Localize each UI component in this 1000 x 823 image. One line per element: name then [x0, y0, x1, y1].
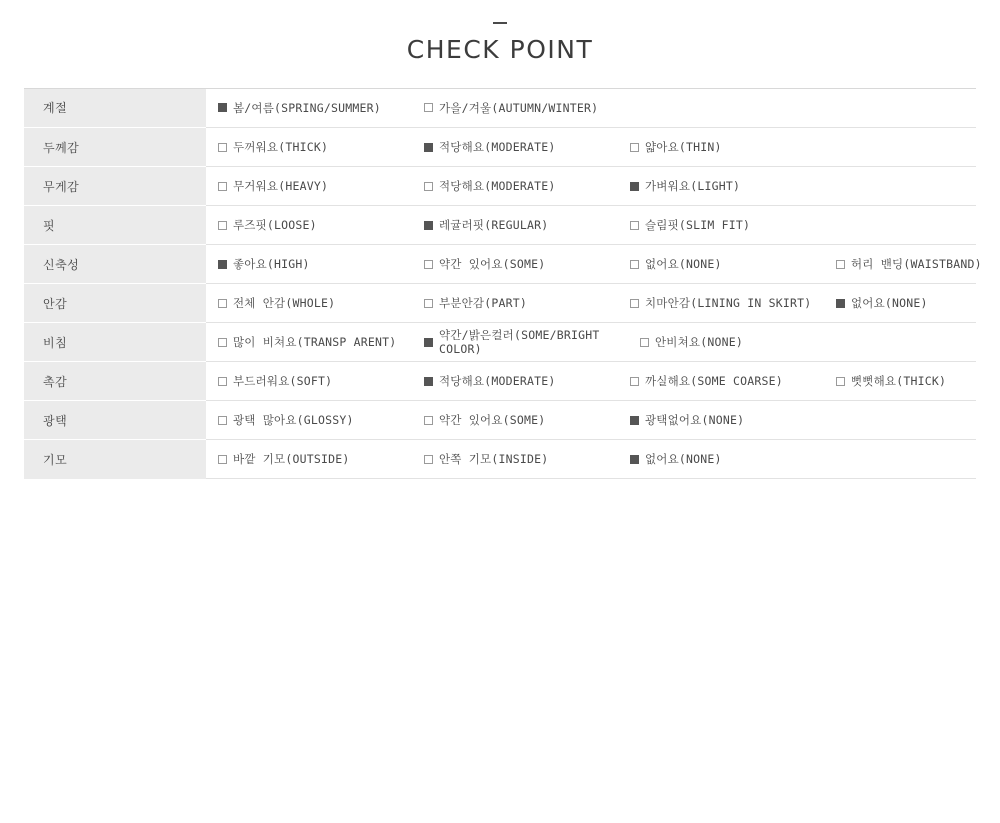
table-row [24, 440, 976, 479]
row-options [206, 245, 982, 284]
checkbox-unchecked-icon[interactable] [218, 416, 227, 425]
checkbox-label: 적당해요(MODERATE) [439, 139, 556, 154]
checkbox-option[interactable] [424, 296, 624, 310]
checkbox-option[interactable] [424, 257, 624, 271]
table-row [24, 323, 976, 362]
checkbox-checked-icon[interactable] [424, 143, 433, 152]
checkbox-unchecked-icon[interactable] [218, 143, 227, 152]
checkbox-unchecked-icon[interactable] [218, 455, 227, 464]
checkbox-label: 없어요(NONE) [851, 295, 928, 310]
checkbox-label: 가벼워요(LIGHT) [645, 178, 741, 193]
checkbox-checked-icon[interactable] [424, 221, 433, 230]
checkbox-label: 많이 비쳐요(TRANSP ARENT) [233, 334, 397, 349]
row-label: 기모 [24, 440, 206, 479]
row-options [206, 167, 976, 206]
checkbox-option[interactable] [218, 296, 418, 310]
checkbox-unchecked-icon[interactable] [218, 299, 227, 308]
minus-icon [493, 22, 507, 24]
checkbox-option[interactable] [218, 452, 418, 466]
checkbox-label: 없어요(NONE) [645, 451, 722, 466]
checkbox-option[interactable] [424, 101, 624, 115]
checkbox-option[interactable] [424, 179, 624, 193]
table-row [24, 284, 976, 323]
checkbox-label: 레귤러핏(REGULAR) [439, 217, 549, 232]
checkbox-option[interactable] [218, 140, 418, 154]
checkbox-label: 적당해요(MODERATE) [439, 373, 556, 388]
row-options [206, 284, 976, 323]
row-label: 신축성 [24, 245, 206, 284]
checkbox-checked-icon[interactable] [630, 182, 639, 191]
checkbox-option[interactable] [836, 257, 986, 271]
checkbox-unchecked-icon[interactable] [640, 338, 649, 347]
checkbox-label: 좋아요(HIGH) [233, 256, 310, 271]
checkbox-unchecked-icon[interactable] [630, 260, 639, 269]
checkbox-option[interactable] [424, 413, 624, 427]
checkbox-unchecked-icon[interactable] [836, 260, 845, 269]
checkbox-label: 안비쳐요(NONE) [655, 334, 743, 349]
checkbox-label: 봄/여름(SPRING/SUMMER) [233, 100, 381, 115]
checkbox-option[interactable] [630, 296, 830, 310]
table-row [24, 245, 976, 284]
checkbox-unchecked-icon[interactable] [424, 182, 433, 191]
checkbox-option[interactable] [218, 101, 418, 115]
table-row [24, 362, 976, 401]
checkbox-option[interactable] [630, 374, 830, 388]
row-label: 촉감 [24, 362, 206, 401]
checkbox-unchecked-icon[interactable] [630, 299, 639, 308]
row-label: 계절 [24, 89, 206, 128]
row-options [206, 128, 976, 167]
row-options [206, 440, 976, 479]
row-options [206, 362, 976, 401]
checkpoint-table [24, 89, 982, 480]
checkbox-checked-icon[interactable] [630, 416, 639, 425]
checkbox-option[interactable] [424, 140, 624, 154]
checkbox-label: 가을/겨울(AUTUMN/WINTER) [439, 100, 599, 115]
row-label: 핏 [24, 206, 206, 245]
checkbox-unchecked-icon[interactable] [218, 182, 227, 191]
row-options [206, 401, 976, 440]
table-row [24, 89, 976, 128]
checkbox-option[interactable] [630, 257, 830, 271]
checkbox-unchecked-icon[interactable] [424, 260, 433, 269]
checkbox-option[interactable] [836, 296, 986, 310]
checkbox-option[interactable] [424, 218, 624, 232]
checkbox-option[interactable] [424, 328, 634, 357]
page-header [0, 0, 1000, 89]
checkbox-option[interactable] [218, 335, 418, 349]
checkbox-unchecked-icon[interactable] [630, 221, 639, 230]
checkbox-option[interactable] [630, 140, 830, 154]
checkbox-label: 얇아요(THIN) [645, 139, 722, 154]
checkbox-unchecked-icon[interactable] [424, 416, 433, 425]
checkbox-label: 약간 있어요(SOME) [439, 256, 546, 271]
checkbox-label: 부분안감(PART) [439, 295, 527, 310]
checkbox-label: 광택 많아요(GLOSSY) [233, 412, 354, 427]
checkbox-label: 부드러워요(SOFT) [233, 373, 333, 388]
checkbox-option[interactable] [218, 374, 418, 388]
row-label: 무게감 [24, 167, 206, 206]
table-row [24, 128, 976, 167]
checkbox-label: 없어요(NONE) [645, 256, 722, 271]
checkbox-label: 전체 안감(WHOLE) [233, 295, 336, 310]
checkbox-label: 바깥 기모(OUTSIDE) [233, 451, 350, 466]
row-label: 광택 [24, 401, 206, 440]
checkbox-label: 안쪽 기모(INSIDE) [439, 451, 549, 466]
checkbox-label: 약간 있어요(SOME) [439, 412, 546, 427]
checkbox-unchecked-icon[interactable] [218, 338, 227, 347]
table-row [24, 206, 976, 245]
checkpoint-table-wrap [24, 89, 982, 480]
checkbox-unchecked-icon[interactable] [836, 377, 845, 386]
checkbox-option[interactable] [630, 413, 830, 427]
checkbox-label: 약간/밝은컬러(SOME/BRIGHT COLOR) [439, 327, 600, 356]
row-label: 안감 [24, 284, 206, 323]
checkbox-label: 슬림핏(SLIM FIT) [645, 217, 751, 232]
checkbox-option[interactable] [836, 374, 986, 388]
table-row [24, 401, 976, 440]
checkbox-option[interactable] [218, 218, 418, 232]
checkbox-unchecked-icon[interactable] [218, 377, 227, 386]
checkbox-option[interactable] [424, 374, 624, 388]
checkbox-label: 치마안감(LINING IN SKIRT) [645, 295, 812, 310]
checkbox-label: 광택없어요(NONE) [645, 412, 745, 427]
checkbox-unchecked-icon[interactable] [424, 299, 433, 308]
checkbox-checked-icon[interactable] [218, 103, 227, 112]
checkbox-label: 허리 밴딩(WAISTBAND) [851, 256, 982, 271]
checkbox-unchecked-icon[interactable] [424, 103, 433, 112]
checkbox-option[interactable] [630, 179, 830, 193]
checkbox-option[interactable] [218, 413, 418, 427]
row-label: 두께감 [24, 128, 206, 167]
checkbox-checked-icon[interactable] [218, 260, 227, 269]
checkbox-label: 뻣뻣해요(THICK) [851, 373, 947, 388]
checkbox-unchecked-icon[interactable] [630, 377, 639, 386]
checkbox-option[interactable] [630, 218, 830, 232]
row-options [206, 323, 976, 362]
row-options [206, 89, 976, 128]
checkbox-checked-icon[interactable] [836, 299, 845, 308]
page-title: CHECK POINT [406, 35, 594, 64]
checkbox-checked-icon[interactable] [424, 377, 433, 386]
checkbox-label: 적당해요(MODERATE) [439, 178, 556, 193]
checkbox-label: 두꺼워요(THICK) [233, 139, 329, 154]
checkbox-option[interactable] [630, 452, 830, 466]
row-label: 비침 [24, 323, 206, 362]
checkbox-unchecked-icon[interactable] [630, 143, 639, 152]
checkbox-option[interactable] [424, 452, 624, 466]
checkbox-unchecked-icon[interactable] [218, 221, 227, 230]
row-options [206, 206, 976, 245]
checkbox-option[interactable] [218, 179, 418, 193]
checkbox-checked-icon[interactable] [630, 455, 639, 464]
checkbox-unchecked-icon[interactable] [424, 455, 433, 464]
checkbox-label: 루즈핏(LOOSE) [233, 217, 317, 232]
checkbox-label: 까실해요(SOME COARSE) [645, 373, 783, 388]
checkbox-label: 무거워요(HEAVY) [233, 178, 329, 193]
checkbox-checked-icon[interactable] [424, 338, 433, 347]
table-row [24, 167, 976, 206]
checkbox-option[interactable] [218, 257, 418, 271]
checkbox-option[interactable] [640, 335, 840, 349]
